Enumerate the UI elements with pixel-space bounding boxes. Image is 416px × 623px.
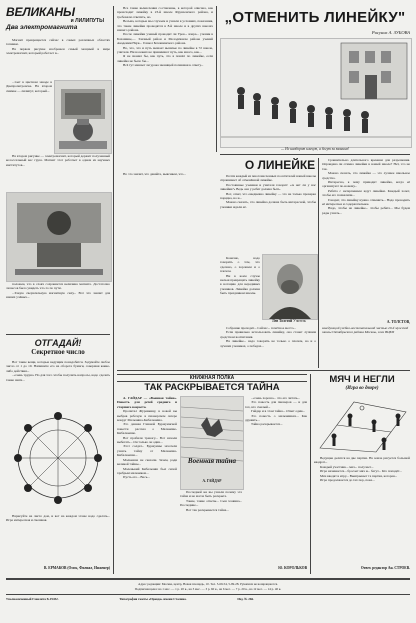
lineika-p6: Ни в коем случае нельзя превращать линейку в нотацию для нерадивых учеников. Линейка должна быть праздником школы. (220, 273, 260, 296)
riddle-subheading: Секретное число (31, 348, 85, 356)
book-p10: Вот так раскрывается тайна... (186, 507, 229, 512)
riddle-heading-block (6, 338, 110, 357)
book-cover-icon (181, 397, 243, 489)
right-sig-sub: заведующий учебно-воспитательной частью 29-й мужской школы Октябрьского района Москвы, член ВЦКП (322, 326, 409, 335)
lineika-heading: О ЛИНЕЙКЕ (244, 158, 316, 172)
footer-order: Изд. № 266. (237, 597, 254, 601)
book-col-2 (180, 490, 242, 574)
headline-divider (220, 154, 410, 155)
lineika-text-3 (220, 326, 316, 366)
book-p9: Такие, такие ответы... Сын хозяина... Последние... (180, 498, 242, 508)
book-col-3 (245, 396, 307, 566)
riddle-heading: ОТГАДАЙ! (34, 338, 82, 348)
teacher-portrait (262, 254, 318, 320)
lineika-p9: На линейке... надо говорить не только о плохом, но и о лучших учениках, о победах... (220, 339, 316, 348)
right-p1: Сравнительно длительного времени для разрешения. Оправдана ли отмена линейки в нашей школе? Нет, это не так. (322, 158, 410, 171)
footer-prices: Подписная цена: на 1 мес. — 1 р. 20 к., на 3 мес. — 3 р. 60 к., на 6 мес. — 7 р. 20 к., на 12 мес. — 14 р. 40 к. (134, 587, 282, 591)
lineika-text-2 (220, 256, 260, 326)
col-divider-4 (310, 374, 311, 574)
riddle-p2: ...очень трудно. Но для того чтобы получить вопросы, надо сделать такие шаги... (6, 373, 110, 382)
col1-text-4 (6, 282, 110, 330)
cartoon-caption: — Не наоборот кличут, а бегут за звонком! (281, 147, 349, 151)
right-p3: Интересно, к чему приводит линейка, когда её организуют по-новому... (322, 180, 410, 189)
riddle-p3: Нарисуйте на листе дом, и вот на каждом этаже надо сделать... Игра интересная и смешная. (6, 514, 110, 523)
book-p8: Последней же вы узнали почему эта тайна и не могла быть раскрыта. (180, 490, 242, 499)
col2-p1: Все такие вычисления составлены, в которой описана, как происходит линейку в 23-й школе Фрунзенского района, и требовали ответить, но. (117, 6, 213, 19)
footer-glavlit: Уполномоченный Главлита Б-19452. (6, 597, 59, 601)
book-col-1 (117, 396, 177, 574)
book-p1: Прочитал Журавкину, в новой вы выбрав рабочую в пионерском лагере вокруг Мальчиша-Кибальчиша. (117, 409, 177, 423)
lineika-text-1 (220, 174, 316, 254)
lineika-p5: Конечно, надо говорить о том, что сделано, о хорошем и о плохом. (220, 256, 260, 274)
book-p3: Вот пробили тревогу... Вот начали выбегать... Он только он один... (117, 435, 177, 445)
school-cartoon (220, 38, 412, 148)
book-section-label: КНИЖНАЯ ПОЛКА (117, 374, 307, 382)
right-signature: А. ТОЛСТОВ, (386, 320, 410, 324)
ball-subheading: (Игра во дворе) (345, 386, 379, 391)
book-p11: ...очень хорошо... что его читать... (251, 396, 300, 400)
riddle-circle-diagram-icon (6, 404, 110, 512)
book-p12: Это повесть для пионеров — и для тех, кто смелый... (245, 400, 307, 409)
col1-p2: На первом рисунке изображен самый мощный в мире электромагнит, который работает в... (6, 46, 110, 56)
lineika-p8: Если правильно использовать линейку, она станет лучшим средством воспитания. (220, 330, 316, 339)
col1-title-big: ВЕЛИКАНЫ (6, 5, 75, 19)
electromagnet-large-icon (55, 81, 111, 153)
school-children-cartoon-icon (221, 39, 411, 147)
ball-p2: Каждый участник... мяч... получает... (320, 464, 374, 469)
lineika-p2: Постоянные ученики и учителя говорят: «А нет ли у нас линейки?» Ведь она у ребят должна быть. (220, 182, 316, 192)
col1-p1: Магнит превращается сейчас в самых различных областях техники. (6, 38, 110, 47)
footer-rule-mid (6, 594, 410, 595)
ball-heading: МЯЧ И НЕГЛИ (329, 374, 395, 385)
book-cover-author: А. ГАЙДАР (202, 479, 222, 483)
col1-divider (6, 334, 110, 335)
col1-text-2 (6, 80, 52, 152)
footer-rule-top (6, 578, 410, 580)
ball-game-drawing (314, 394, 410, 454)
portrait-sub: Учитель (293, 319, 307, 323)
book-heading: ТАК РАСКРЫВАЕТСЯ ТАЙНА (144, 382, 280, 393)
book-p5: Мальчиша не сказали. Зачем, ради великой тайны... (117, 457, 177, 467)
book-p6: Маленький Кибальчиш был силой храбрым мальчиком... (117, 466, 177, 475)
col1-p6: ...Такую сверхсильную магнитную силу... Вот что значит для наших учёных... (6, 290, 110, 300)
ball-signature: Ответ. редактор Ан. СТРОЕВ. (360, 566, 410, 570)
main-headline: „ОТМЕНИТЬ ЛИНЕЙКУ" (224, 9, 406, 26)
col-divider-3 (318, 158, 319, 368)
right-p6: Надо, чтобы на линейке... чтобы ребята... Мы будем рады узнать... (322, 206, 410, 215)
book-intro: А. ГАЙДАР — «Военная тайна». Повесть для детей среднего и старшего возраста. (117, 396, 177, 409)
portrait-caption: Лев Толстой (271, 319, 293, 323)
lineika-p7: Собрание проходит... Сейчас... почётное место... (226, 326, 296, 330)
col-divider-2 (216, 6, 217, 152)
col2-p6: Всё тут мешает ли урока звонящей попавшая к ответу... (123, 63, 204, 68)
footer-address: Адрес редакции: Москва, центр, Новая площадь, 10. Тел. 5-69-54, 5-99-28. Рукописи не возвращаются. (138, 582, 278, 586)
col1-p3: ...тает в цветном заводе в Днепропетровске. На втором снимке — лилипут, который... (6, 80, 52, 93)
col1-text-3 (6, 154, 110, 190)
footer-bottom-row (6, 597, 410, 601)
col1-title-block (6, 6, 110, 32)
col2-text-2 (117, 172, 213, 328)
book-p13: Гайдар и в этом тайна... Ответ один... (251, 409, 305, 414)
ball-game-field-icon (314, 394, 410, 454)
ball-text (314, 456, 410, 564)
col1-p5: положен, что в слоях сохраняется величина магнита. Достаточно ли весов было увидеть что-то по пути. (6, 282, 110, 291)
riddle-text-2 (6, 514, 110, 564)
ball-p3: Игра начинается... бросает мяч и... бегут... Кто попадёт... (320, 469, 402, 474)
col2-text-1 (117, 6, 213, 170)
col2-p7: Но это значит, что давайте, выясняем, что... (123, 172, 186, 176)
lineika-p3: Вот, ответ, что ежедневно линейку — это не только проверка порядка, но и... (220, 191, 316, 201)
electromagnet-photo-1 (54, 80, 112, 154)
col1-subheading: Два электромагнита (6, 24, 78, 31)
right-p5: Говорят, что линейку нужно отменить... Надо проводить её интереснее и содержательнее. (322, 197, 410, 207)
book-p14: Это повесть о мальчишках... Как дружить... (245, 413, 307, 423)
electromagnet-lab-icon (7, 193, 111, 281)
right-col-text (322, 158, 410, 318)
right-p4: Ребята с нетерпением ждут линейки. Каждый хочет, чтобы его похвалили... (322, 188, 410, 198)
col1-p4: На втором рисунке — электромагнит, который держит полученный колоссальный вес груза. Магнит этот работает в одном из научных институтов... (6, 154, 110, 167)
riddle-diagram (6, 404, 110, 512)
book-cover-title: Военная тайна (187, 457, 237, 465)
col-divider-1 (113, 6, 114, 574)
book-p4: Этот солдат... Буржуины захотели узнать тайну от Мальчиша-Кибальчиша... (117, 444, 177, 458)
ball-p5: Игра продолжается до тех пор, пока... (320, 478, 375, 483)
lineika-p1: Почти каждый из многочисленных посетителей нашей школы спрашивает об отменённой линейке. (220, 174, 316, 183)
ball-p1: Ведущие делятся на две партии. На земле рисуется большой квадрат... (314, 456, 410, 465)
electromagnet-photo-2 (6, 192, 112, 282)
riddle-signature: В. ЕРМАКОВ (Омск, Филиал, Инженер) (44, 566, 110, 570)
col2-p5: Я не звонил бы, как путь, что я пошёл по линейке, если линейка не было бы... (117, 54, 213, 63)
riddle-p1: Вот такие вещи, которые ведущим понадобятся. Задумайте любое число от 1 до 10. Напишите его на обороте бумаги, совершая какие-либо действия... (6, 360, 110, 373)
right-p2: Можно сказать, что линейка — это лучшее школьное средство. (322, 171, 410, 180)
lineika-p4: Можно сказать, что линейка должна быть интересной, чтобы ученики ждали её. (220, 200, 316, 209)
riddle-text-1 (6, 360, 110, 404)
col2-p2: Весьма, которые мы случаем и узнали в условиях, показания, что такие линейки проводятся в 8-й школе и в других школах нашего района. (117, 19, 213, 33)
book-signature: Ю. КОРОЛЬКОВ (278, 566, 307, 570)
col1-text-1 (6, 38, 110, 78)
portrait-caption-block (262, 319, 316, 323)
mid-divider (117, 370, 410, 371)
book-cover (180, 396, 244, 490)
book-p2: Это данная Главной Буржуинской повести рассказ о Мальчише-Кибальчише. (117, 422, 177, 436)
book-p7: Пусть его... Весь... (123, 475, 150, 480)
book-p15: Тайна раскрывается... (251, 422, 283, 427)
col1-title-small: и ЛИЛИПУТЫ (70, 18, 104, 24)
main-author: Рисунок А. ЗУБОВА (371, 30, 410, 35)
col2-p4: Но, что, что и путь мешает вышлые по линейке в 72 школе, учителя. Ни на каких не принимают путь, как много, как... (117, 45, 213, 55)
teacher-portrait-icon (263, 255, 317, 319)
ball-p4: Мяч вводят в игру... Выигрывает та партия, которая... (320, 473, 398, 478)
col2-p3: После линейки ученый проводит ли Урок... вчера... ученик в Бохашине,— Злачный район и Молодёжном районе учений Академии Наук... 9 школ Бохашинского района. (117, 32, 213, 46)
footer-typography: Типография газеты «Правда» имени Сталина. (119, 597, 187, 601)
